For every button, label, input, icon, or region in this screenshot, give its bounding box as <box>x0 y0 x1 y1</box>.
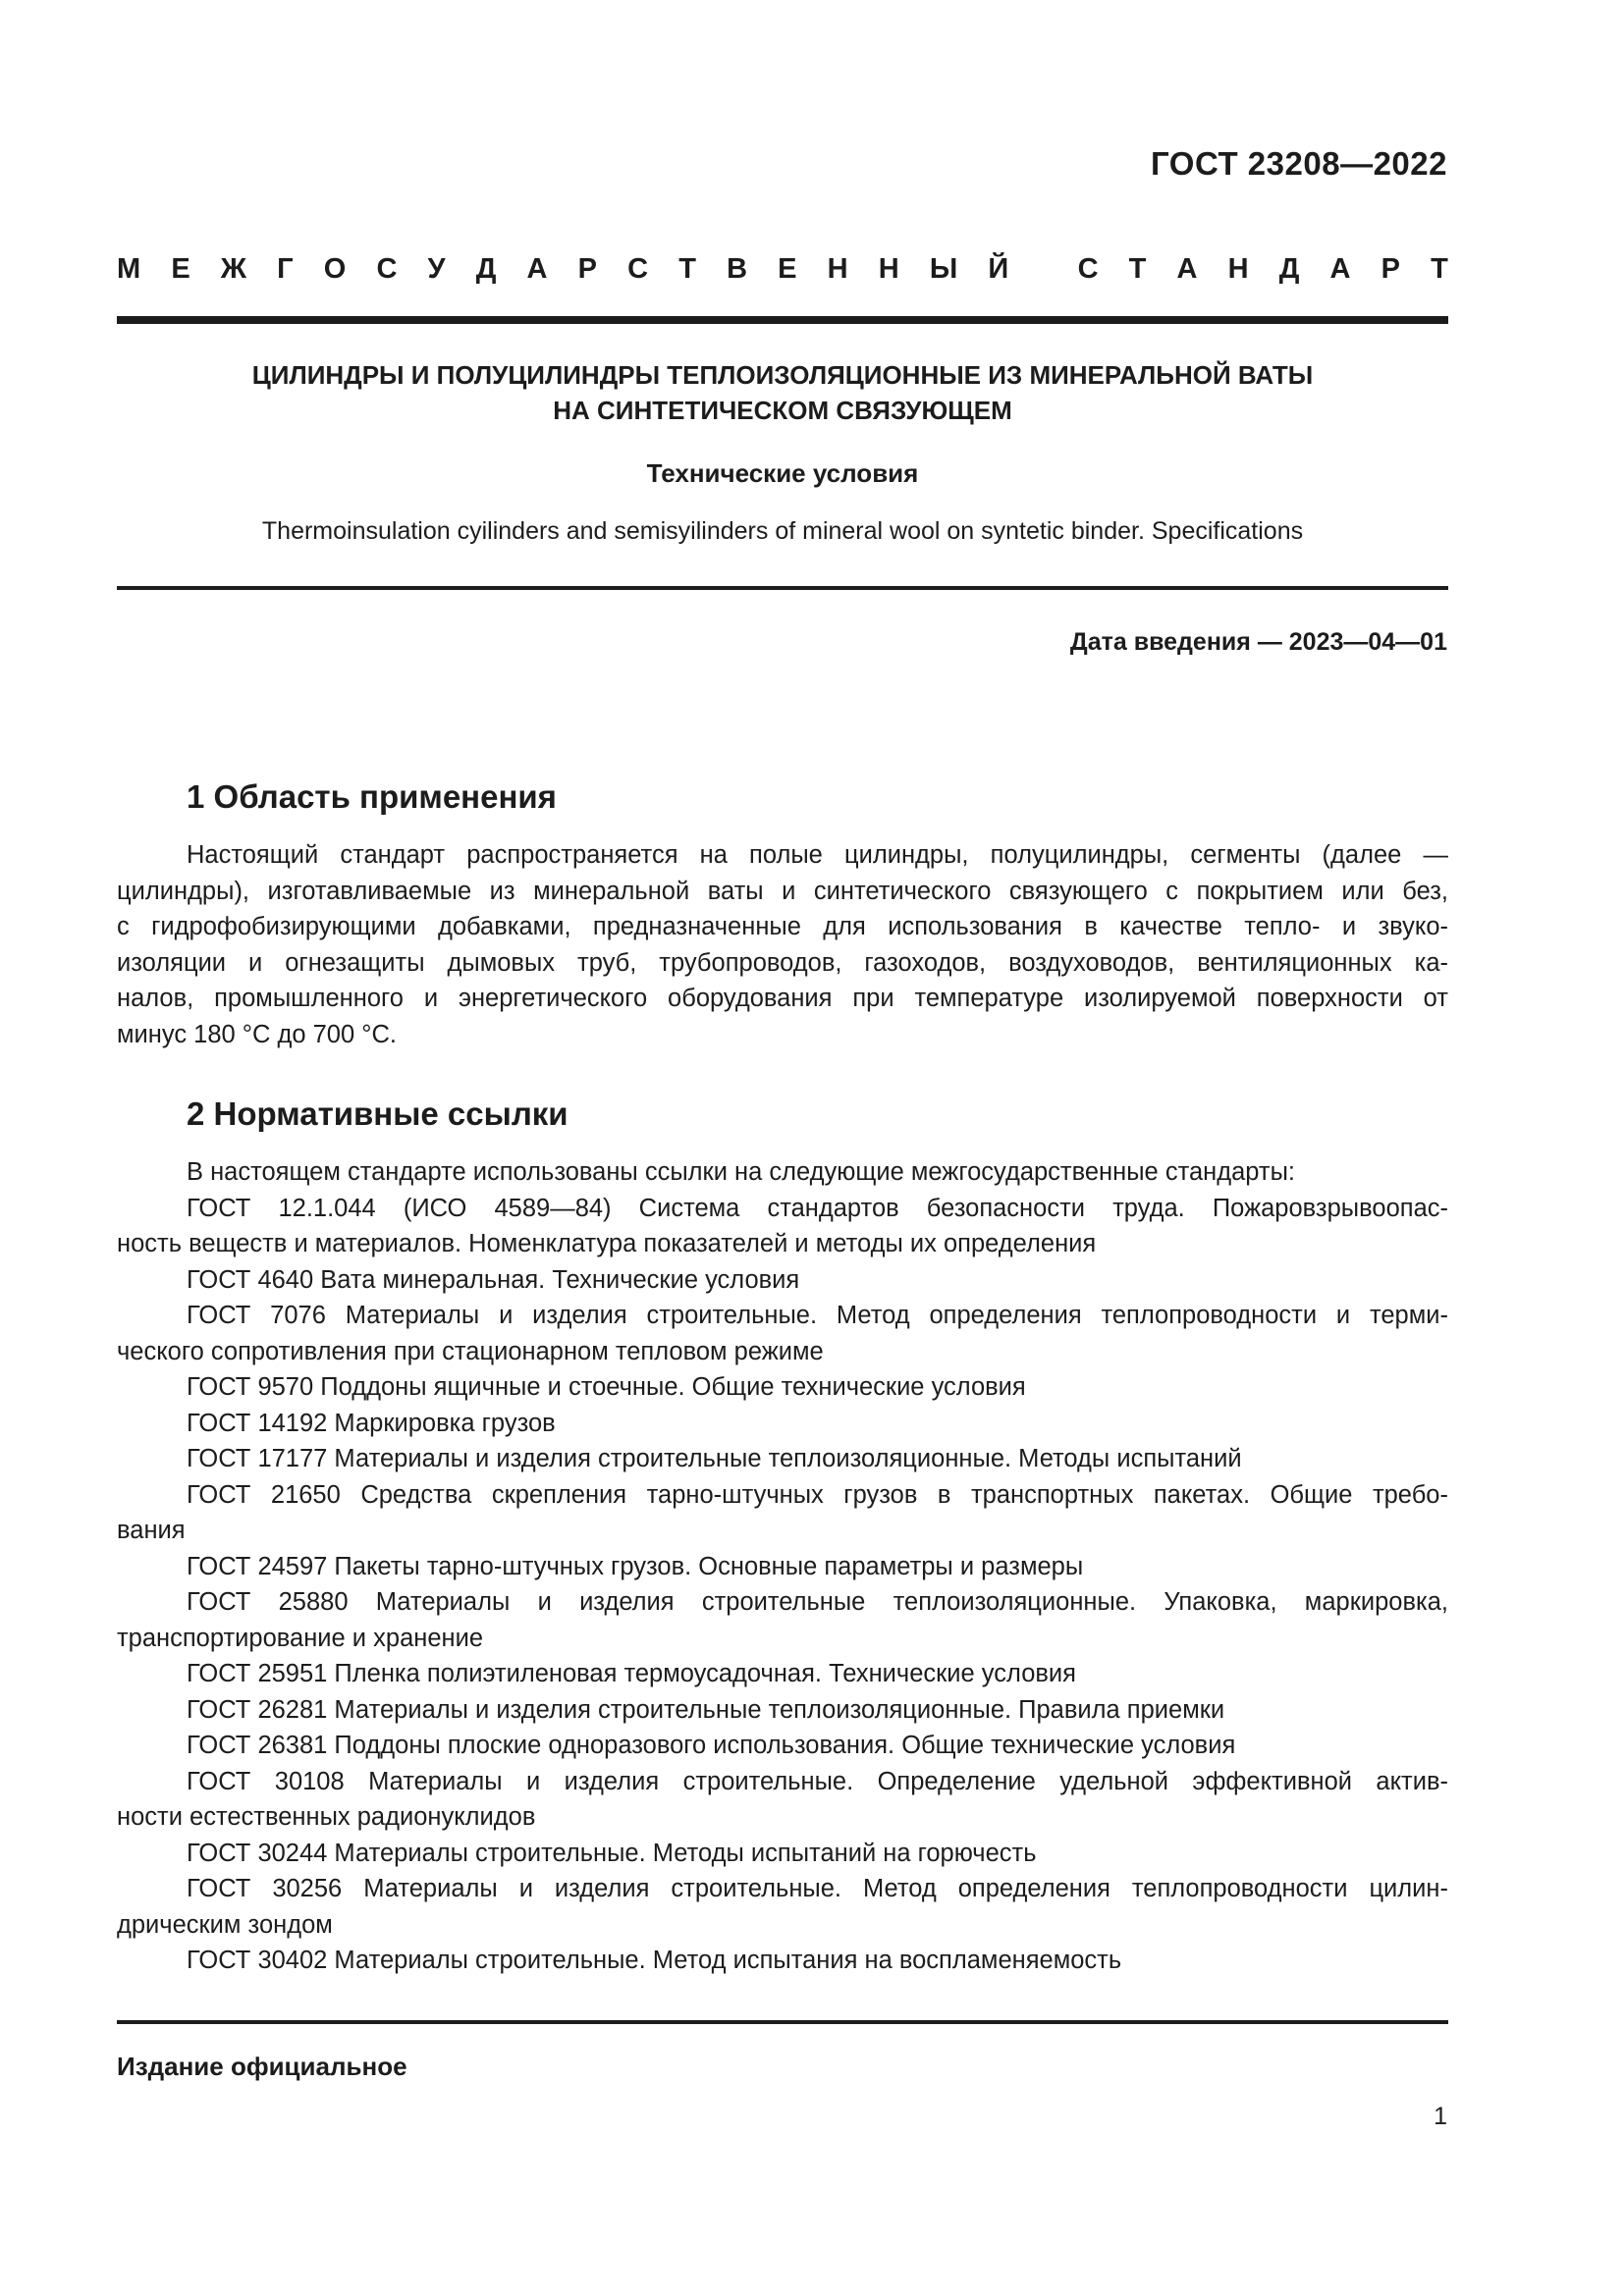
reference-line: ГОСТ 26381 Поддоны плоские одноразового использования. Общие технические условия <box>187 1732 1236 1759</box>
banner-letter: Ж <box>220 253 247 285</box>
reference-line: ГОСТ 21650 Средства скрепления тарно-штучных грузов в транспортных пакетах. Общие требо- <box>187 1480 1448 1509</box>
document-code: ГОСТ 23208—2022 <box>1151 145 1447 182</box>
footer-divider <box>117 2020 1448 2024</box>
introduction-date: Дата введения — 2023—04—01 <box>1069 628 1447 656</box>
title-line: ЦИЛИНДРЫ И ПОЛУЦИЛИНДРЫ ТЕПЛОИЗОЛЯЦИОННЫЕ ИЗ МИНЕРАЛЬНОЙ ВАТЫ <box>251 360 1314 390</box>
banner-letter: М <box>117 253 141 285</box>
reference-line: В настоящем стандарте использованы ссылки на следующие межгосударственные стандарты: <box>187 1158 1295 1186</box>
section-heading-scope: 1 Область применения <box>187 778 557 815</box>
reference-line: ГОСТ 24597 Пакеты тарно-штучных грузов. Основные параметры и размеры <box>187 1552 1084 1580</box>
banner-letter: Т <box>678 253 696 285</box>
paragraph-line: Настоящий стандарт распространяется на полые цилиндры, полуцилиндры, сегменты (далее — <box>187 841 1448 869</box>
reference-line: ГОСТ 30108 Материалы и изделия строительные. Определение удельной эффективной актив- <box>187 1767 1448 1795</box>
english-title: Thermoinsulation cyilinders and semisyilinders of mineral wool on syntetic binder. Specifications <box>261 517 1304 545</box>
reference-line: ГОСТ 30256 Материалы и изделия строительные. Метод определения теплопроводности цилин- <box>187 1875 1448 1902</box>
banner-letter: А <box>1176 253 1198 285</box>
reference-line: вания <box>117 1517 186 1544</box>
paragraph-line: минус 180 °С до 700 °С. <box>117 1020 397 1048</box>
title-divider <box>117 586 1448 590</box>
banner-letter: Т <box>1431 253 1448 285</box>
banner-letter: Т <box>1128 253 1147 285</box>
page-number: 1 <box>1434 2103 1447 2130</box>
reference-line: дрическим зондом <box>117 1910 333 1939</box>
banner-letter: А <box>526 253 548 285</box>
banner-letter: Д <box>1278 253 1300 285</box>
banner-letter: С <box>627 253 649 285</box>
banner-letter: Ы <box>929 253 958 285</box>
references-list <box>117 1154 1448 1979</box>
banner-letter: Е <box>778 253 797 285</box>
reference-line: ГОСТ 9570 Поддоны ящичные и стоечные. Общие технические условия <box>187 1373 1026 1401</box>
reference-line: ности естественных радионуклидов <box>117 1803 536 1831</box>
document-subtitle: Технические условия <box>646 458 919 488</box>
scope-paragraph <box>117 837 1448 1052</box>
banner-letter: С <box>1077 253 1099 285</box>
banner-letter: У <box>427 253 446 285</box>
reference-line: ГОСТ 17177 Материалы и изделия строительные теплоизоляционные. Методы испытаний <box>187 1445 1242 1472</box>
reference-line: ГОСТ 26281 Материалы и изделия строительные теплоизоляционные. Правила приемки <box>187 1695 1225 1724</box>
paragraph-line: изоляции и огнезащиты дымовых труб, трубопроводов, газоходов, воздуховодов, вентиляционных ка- <box>117 948 1448 977</box>
reference-line: ческого сопротивления при стационарном тепловом режиме <box>117 1337 824 1365</box>
title-line: НА СИНТЕТИЧЕСКОМ СВЯЗУЮЩЕМ <box>553 396 1012 425</box>
reference-line: ГОСТ 25880 Материалы и изделия строительные теплоизоляционные. Упаковка, маркировка, <box>187 1588 1448 1616</box>
reference-line: ГОСТ 30244 Материалы строительные. Методы испытаний на горючесть <box>187 1839 1037 1867</box>
reference-line: ГОСТ 25951 Пленка полиэтиленовая термоусадочная. Технические условия <box>187 1660 1076 1687</box>
reference-line: ГОСТ 12.1.044 (ИСО 4589—84) Система стандартов безопасности труда. Пожаровзрывоопас- <box>187 1194 1448 1222</box>
reference-line: ГОСТ 7076 Материалы и изделия строительные. Метод определения теплопроводности и терми- <box>187 1302 1448 1329</box>
banner-letter: В <box>727 253 748 285</box>
banner-letter: С <box>376 253 398 285</box>
reference-line: ГОСТ 30402 Материалы строительные. Метод испытания на воспламеняемость <box>187 1947 1122 1974</box>
banner-letter: Н <box>827 253 848 285</box>
paragraph-line: цилиндры), изготавливаемые из минеральной ваты и синтетического связующего с покрытием или без, <box>117 877 1448 905</box>
paragraph-line: с гидрофобизирующими добавками, предназначенные для использования в качестве тепло- и звуко- <box>117 913 1448 940</box>
reference-line: ГОСТ 4640 Вата минеральная. Технические условия <box>187 1265 800 1294</box>
reference-line: ГОСТ 14192 Маркировка грузов <box>187 1409 556 1437</box>
banner-letter: Д <box>475 253 497 285</box>
section-heading-references: 2 Нормативные ссылки <box>187 1095 568 1132</box>
banner-letter: Р <box>1380 253 1400 285</box>
banner-letter: Г <box>277 253 294 285</box>
banner-letter: Й <box>988 253 1009 285</box>
banner-space <box>1039 253 1047 286</box>
reference-line: транспортирование и хранение <box>117 1624 484 1652</box>
header-divider <box>117 316 1448 324</box>
banner-letter: Р <box>577 253 597 285</box>
banner-letter: Н <box>878 253 899 285</box>
document-title <box>117 357 1448 428</box>
paragraph-line: налов, промышленного и энергетического оборудования при температуре изолируемой поверхности от <box>117 985 1448 1012</box>
banner-letter: А <box>1329 253 1351 285</box>
edition-label: Издание официальное <box>117 2052 407 2081</box>
standard-type-banner <box>117 253 1448 286</box>
banner-letter: Н <box>1227 253 1249 285</box>
reference-line: ность веществ и материалов. Номенклатура показателей и методы их определения <box>117 1230 1097 1257</box>
banner-letter: Е <box>171 253 190 285</box>
banner-letter: О <box>323 253 347 285</box>
